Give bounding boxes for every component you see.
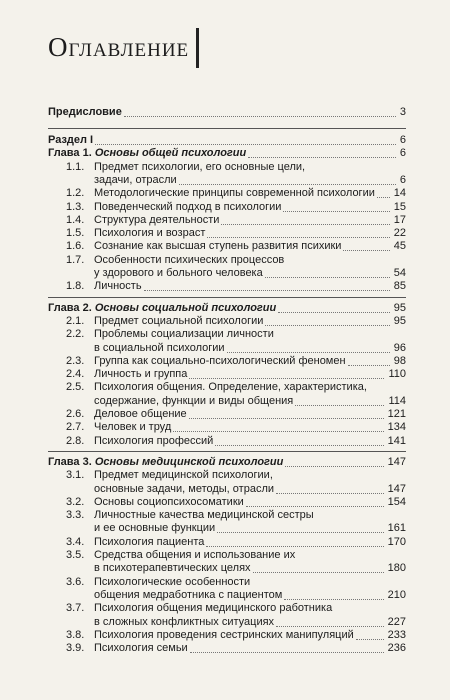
toc-row-item-3-4--label bbox=[66, 536, 206, 548]
toc-row-item-continued-label bbox=[94, 395, 295, 407]
toc-row-item-continued-label bbox=[94, 616, 276, 628]
toc-row-section-label bbox=[48, 134, 95, 146]
item-title-line: в сложных конфликтных ситуациях bbox=[94, 615, 275, 628]
item-number: 3.4. bbox=[66, 535, 85, 548]
chapter-divider bbox=[48, 451, 406, 452]
item-number: 3.2. bbox=[66, 495, 85, 508]
toc-row-item-2-6--leader-dots bbox=[189, 417, 384, 419]
toc-row-item-2-3--page-number: 98 bbox=[393, 354, 406, 367]
toc-row-item-1-2--page-number: 14 bbox=[393, 187, 406, 200]
toc-row-section bbox=[48, 134, 406, 147]
item-number: 1.8. bbox=[66, 280, 85, 293]
toc-row-item-continued bbox=[48, 267, 406, 280]
toc-row-item-continued-page-number: 96 bbox=[393, 341, 406, 354]
item-number: 2.2. bbox=[66, 328, 85, 341]
toc-row-item-continued-label bbox=[94, 522, 217, 534]
toc-row-item-1-4--leader-dots bbox=[221, 223, 390, 225]
toc-row-preface-label bbox=[48, 106, 124, 118]
item-title-line: Психология семьи bbox=[94, 642, 188, 655]
toc-row-item-continued-label bbox=[94, 589, 284, 601]
section-label: Раздел I bbox=[48, 134, 94, 146]
toc-row-item-3-4--page-number: 170 bbox=[387, 535, 406, 548]
chapter-title: Основы медицинской психологии bbox=[94, 455, 284, 468]
toc-row-item-1-8--leader-dots bbox=[144, 289, 390, 291]
toc-row-item-2-7--label bbox=[66, 421, 173, 433]
toc-row-item-continued-label bbox=[94, 267, 265, 279]
toc-row-item-3-7- bbox=[48, 602, 406, 615]
toc-row-item-3-7--label bbox=[66, 602, 334, 614]
toc-row-item-1-5--label bbox=[66, 227, 207, 239]
toc-row-item-3-6- bbox=[48, 576, 406, 589]
toc-row-item-1-6--leader-dots bbox=[343, 249, 390, 251]
toc-row-item-3-2--leader-dots bbox=[246, 505, 384, 507]
toc-row-item-3-9--page-number: 236 bbox=[387, 642, 406, 655]
item-title-line: задачи, отрасли bbox=[94, 173, 177, 186]
toc-row-item-continued-label bbox=[94, 483, 276, 495]
toc-row-item-2-8--leader-dots bbox=[215, 444, 384, 446]
toc-row-chapter-2-page-number: 95 bbox=[393, 301, 406, 314]
chapter-divider bbox=[48, 297, 406, 298]
toc-row-item-3-2--page-number: 154 bbox=[387, 495, 406, 508]
preface-label: Предисловие bbox=[48, 106, 122, 118]
item-title-line: Психология проведения сестринских манипуляций bbox=[94, 628, 354, 641]
chapter-label: Глава 2. bbox=[48, 301, 92, 314]
toc-row-item-continued-leader-dots bbox=[253, 571, 384, 573]
toc-row-item-3-1- bbox=[48, 469, 406, 482]
toc-row-chapter-2-leader-dots bbox=[278, 311, 390, 313]
toc-row-item-2-6--label bbox=[66, 408, 189, 420]
item-number: 2.5. bbox=[66, 381, 85, 394]
toc-row-item-1-7- bbox=[48, 254, 406, 267]
item-title-line: Поведенческий подход в психологии bbox=[94, 200, 282, 213]
item-number: 1.7. bbox=[66, 253, 85, 266]
chapter-title: Основы общей психологии bbox=[94, 147, 247, 160]
item-title-line: Проблемы социализации личности bbox=[94, 328, 274, 341]
toc-row-item-continued bbox=[48, 395, 406, 408]
toc-row-item-1-4--page-number: 17 bbox=[393, 213, 406, 226]
toc-row-item-continued bbox=[48, 522, 406, 535]
item-title-line: Средства общения и использование их bbox=[94, 549, 296, 561]
item-title-line: основные задачи, методы, отрасли bbox=[94, 482, 275, 495]
toc-row-item-continued-label bbox=[94, 174, 179, 186]
toc-row-item-continued-leader-dots bbox=[295, 404, 384, 406]
toc-row-chapter-3-leader-dots bbox=[285, 465, 384, 467]
toc-row-item-continued-leader-dots bbox=[227, 351, 390, 353]
item-title-line: Группа как социально-психологический феномен bbox=[94, 354, 346, 367]
item-number: 3.8. bbox=[66, 628, 85, 641]
title-rule bbox=[196, 28, 199, 68]
toc-row-item-2-8--label bbox=[66, 435, 215, 447]
item-title-line: и ее основные функции bbox=[94, 522, 216, 535]
toc-row-item-3-5- bbox=[48, 549, 406, 562]
toc-row-item-3-6--label bbox=[66, 576, 252, 588]
toc-row-item-2-7- bbox=[48, 421, 406, 434]
toc-row-item-2-6--page-number: 121 bbox=[387, 408, 406, 420]
toc-row-item-1-8- bbox=[48, 280, 406, 293]
toc-row-preface-leader-dots bbox=[124, 115, 396, 117]
toc-row-item-continued-page-number: 161 bbox=[387, 522, 406, 535]
toc-row-chapter-1-label bbox=[48, 147, 248, 159]
item-title-line: общения медработника с пациентом bbox=[94, 588, 283, 601]
toc-row-item-continued-page-number: 54 bbox=[393, 267, 406, 279]
toc-row-item-2-3- bbox=[48, 355, 406, 368]
page-title: Оглавление bbox=[48, 32, 190, 62]
toc-row-item-3-8--page-number: 233 bbox=[387, 628, 406, 641]
toc-row-item-2-4--leader-dots bbox=[189, 377, 384, 379]
toc-row-item-1-5--leader-dots bbox=[207, 236, 390, 238]
toc-row-item-2-5- bbox=[48, 381, 406, 394]
toc-row-item-continued-leader-dots bbox=[179, 183, 396, 185]
toc-row-item-2-7--leader-dots bbox=[173, 430, 384, 432]
toc-row-item-1-5- bbox=[48, 227, 406, 240]
item-number: 3.6. bbox=[66, 575, 85, 588]
toc-row-item-2-1--label bbox=[66, 315, 265, 327]
toc-row-item-1-8--label bbox=[66, 280, 144, 292]
item-number: 1.4. bbox=[66, 213, 85, 226]
toc-row-item-continued-leader-dots bbox=[276, 625, 384, 627]
toc-row-item-2-1--page-number: 95 bbox=[393, 314, 406, 327]
item-title-line: Личность и группа bbox=[94, 368, 188, 381]
toc-row-item-continued bbox=[48, 342, 406, 355]
toc-row-item-1-8--page-number: 85 bbox=[393, 280, 406, 293]
toc-row-item-2-8--page-number: 141 bbox=[387, 434, 406, 447]
item-title-line: Основы социопсихосоматики bbox=[94, 495, 244, 508]
toc-row-item-continued-leader-dots bbox=[265, 276, 390, 278]
item-title-line: содержание, функции и виды общения bbox=[94, 394, 294, 407]
item-title-line: Психология профессий bbox=[94, 434, 214, 447]
item-title-line: Особенности психических процессов bbox=[94, 253, 285, 266]
section-divider bbox=[48, 128, 406, 129]
item-number: 2.6. bbox=[66, 408, 85, 420]
toc-row-item-1-6--label bbox=[66, 240, 343, 252]
item-number: 2.7. bbox=[66, 421, 85, 434]
item-number: 2.4. bbox=[66, 368, 85, 381]
toc-row-item-1-1- bbox=[48, 161, 406, 174]
item-title-line: Структура деятельности bbox=[94, 213, 220, 226]
toc-row-item-3-1--label bbox=[66, 469, 275, 481]
item-title-line: Психология общения. Определение, характеристика, bbox=[94, 381, 367, 394]
toc-row-item-2-5--label bbox=[66, 381, 369, 393]
toc-row-item-continued-leader-dots bbox=[217, 531, 384, 533]
item-number: 2.3. bbox=[66, 354, 85, 367]
item-number: 3.9. bbox=[66, 642, 85, 655]
toc-row-chapter-1-leader-dots bbox=[248, 156, 396, 158]
item-number: 1.2. bbox=[66, 187, 85, 200]
toc-row-item-2-1--leader-dots bbox=[265, 324, 390, 326]
chapter-label: Глава 1. bbox=[48, 147, 92, 160]
toc-row-item-1-7--label bbox=[66, 254, 286, 266]
toc-row-preface-page-number: 3 bbox=[399, 106, 406, 118]
item-number: 1.1. bbox=[66, 160, 85, 173]
toc-row-chapter-1-page-number: 6 bbox=[399, 147, 406, 160]
item-title-line: Психология пациента bbox=[94, 535, 205, 548]
chapter-label: Глава 3. bbox=[48, 455, 92, 468]
toc-row-item-2-4--page-number: 110 bbox=[388, 368, 406, 381]
item-number: 1.6. bbox=[66, 240, 85, 253]
item-title-line: Личность bbox=[94, 280, 142, 293]
toc-row-item-2-1- bbox=[48, 315, 406, 328]
toc-row-chapter-1 bbox=[48, 147, 406, 160]
toc-row-chapter-3-label bbox=[48, 456, 285, 468]
item-title-line: Личностные качества медицинской сестры bbox=[94, 509, 314, 522]
toc-row-item-continued-leader-dots bbox=[284, 598, 384, 600]
toc-row-section-page-number: 6 bbox=[399, 134, 406, 146]
item-number: 1.3. bbox=[66, 200, 85, 213]
toc-row-item-2-4--label bbox=[66, 368, 189, 380]
item-title-line: Методологические принципы современной психологии bbox=[94, 187, 375, 200]
item-title-line: Психология и возраст bbox=[94, 227, 206, 240]
toc-row-item-1-6- bbox=[48, 240, 406, 253]
item-title-line: Психологические особенности bbox=[94, 575, 251, 588]
toc-row-item-2-8- bbox=[48, 435, 406, 448]
item-title-line: Предмет медицинской психологии, bbox=[94, 469, 273, 482]
item-number: 3.1. bbox=[66, 469, 85, 482]
toc-row-item-1-3--label bbox=[66, 201, 283, 213]
toc-row-item-2-2- bbox=[48, 328, 406, 341]
item-title-line: Предмет социальной психологии bbox=[94, 314, 264, 327]
toc-row-item-1-5--page-number: 22 bbox=[393, 227, 406, 240]
toc-row-item-continued-label bbox=[94, 342, 227, 354]
toc-row-item-1-2- bbox=[48, 187, 406, 200]
toc-row-item-1-6--page-number: 45 bbox=[393, 240, 406, 253]
toc-row-item-continued bbox=[48, 562, 406, 575]
toc-row-item-1-4- bbox=[48, 214, 406, 227]
item-number: 3.7. bbox=[66, 602, 85, 615]
toc-row-chapter-3-page-number: 147 bbox=[387, 455, 406, 468]
item-title-line: Сознание как высшая ступень развития психики bbox=[94, 240, 342, 253]
toc-row-item-3-8--leader-dots bbox=[356, 638, 384, 640]
toc-row-item-continued-page-number: 227 bbox=[387, 615, 406, 628]
toc-row-item-continued-page-number: 6 bbox=[399, 173, 406, 186]
item-number: 1.5. bbox=[66, 227, 85, 240]
toc-row-item-3-4- bbox=[48, 536, 406, 549]
toc-row-item-continued bbox=[48, 616, 406, 629]
toc-row-item-2-3--label bbox=[66, 355, 348, 367]
item-title-line: Человек и труд bbox=[94, 421, 172, 434]
item-title-line: Деловое общение bbox=[94, 408, 187, 420]
toc-row-item-3-3--label bbox=[66, 509, 316, 521]
toc-row-item-continued-label bbox=[94, 562, 253, 574]
toc-row-item-2-6- bbox=[48, 408, 406, 421]
toc-row-chapter-2 bbox=[48, 302, 406, 315]
toc-row-section-leader-dots bbox=[95, 143, 396, 145]
toc-row-item-3-2--label bbox=[66, 496, 246, 508]
toc-row-item-continued-page-number: 114 bbox=[388, 394, 406, 407]
toc-row-item-continued-page-number: 147 bbox=[387, 482, 406, 495]
toc-row-preface bbox=[48, 106, 406, 119]
toc-row-item-continued bbox=[48, 174, 406, 187]
toc-row-item-1-2--label bbox=[66, 187, 377, 199]
item-title-line: у здорового и больного человека bbox=[94, 267, 263, 279]
item-title-line: в социальной психологии bbox=[94, 341, 225, 354]
toc-row-item-1-4--label bbox=[66, 214, 221, 226]
toc-row-item-1-2--leader-dots bbox=[377, 196, 390, 198]
toc-row-item-continued-leader-dots bbox=[276, 492, 384, 494]
toc-row-item-continued bbox=[48, 483, 406, 496]
toc-row-item-3-3- bbox=[48, 509, 406, 522]
toc-row-item-1-3--leader-dots bbox=[283, 210, 390, 212]
toc-row-item-2-4- bbox=[48, 368, 406, 381]
toc-row-item-2-2--label bbox=[66, 328, 276, 340]
toc-row-item-1-3- bbox=[48, 201, 406, 214]
toc-row-item-2-3--leader-dots bbox=[348, 364, 390, 366]
toc-row-item-3-9- bbox=[48, 642, 406, 655]
item-number: 3.3. bbox=[66, 509, 85, 522]
toc-row-chapter-3 bbox=[48, 456, 406, 469]
toc-row-item-3-9--leader-dots bbox=[190, 651, 384, 653]
chapter-title: Основы социальной психологии bbox=[94, 301, 277, 314]
toc-row-item-3-9--label bbox=[66, 642, 190, 654]
toc-row-item-3-2- bbox=[48, 496, 406, 509]
item-title-line: Психология общения медицинского работника bbox=[94, 602, 333, 615]
toc-row-item-3-4--leader-dots bbox=[206, 545, 384, 547]
toc-row-item-3-5--label bbox=[66, 549, 297, 561]
item-number: 2.8. bbox=[66, 434, 85, 447]
item-number: 3.5. bbox=[66, 549, 85, 561]
item-title-line: в психотерапевтических целях bbox=[94, 562, 251, 575]
toc-row-item-continued-page-number: 210 bbox=[387, 588, 406, 601]
toc-row-item-1-3--page-number: 15 bbox=[393, 200, 406, 213]
toc-row-chapter-2-label bbox=[48, 302, 278, 314]
item-title-line: Предмет психологии, его основные цели, bbox=[94, 160, 306, 173]
toc-row-item-continued bbox=[48, 589, 406, 602]
toc-row-item-continued-page-number: 180 bbox=[387, 562, 406, 575]
toc-row-item-3-8- bbox=[48, 629, 406, 642]
toc-row-item-3-8--label bbox=[66, 629, 356, 641]
toc-row-item-1-1--label bbox=[66, 161, 307, 173]
item-number: 2.1. bbox=[66, 314, 85, 327]
toc-row-item-2-7--page-number: 134 bbox=[387, 421, 406, 434]
